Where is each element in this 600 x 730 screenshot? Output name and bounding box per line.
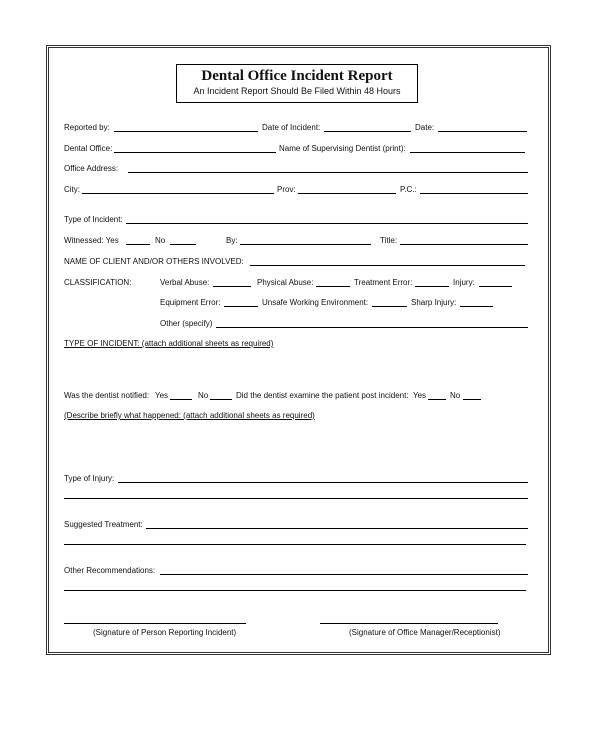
date-of-incident-line[interactable] <box>324 131 411 132</box>
date-line[interactable] <box>438 131 527 132</box>
other-recommendations-line-2[interactable] <box>64 590 526 591</box>
title-label: Title: <box>380 236 398 245</box>
manager-signature-label: (Signature of Office Manager/Receptionist) <box>349 628 501 637</box>
title-box <box>176 64 418 103</box>
city-label: City: <box>64 185 80 194</box>
prov-line[interactable] <box>298 193 396 194</box>
names-involved-line[interactable] <box>250 265 525 266</box>
form-page <box>46 45 551 655</box>
other-recommendations-label: Other Recommendations: <box>64 566 156 575</box>
examined-yes-label: Yes <box>413 391 427 400</box>
notified-no-line[interactable] <box>210 399 232 400</box>
supervising-dentist-line[interactable] <box>410 152 525 153</box>
reported-by-line[interactable] <box>114 131 258 132</box>
names-involved-label: NAME OF CLIENT AND/OR OTHERS INVOLVED: <box>64 257 244 266</box>
examined-no-label: No <box>450 391 461 400</box>
physical-abuse-line[interactable] <box>316 286 350 287</box>
type-of-incident-line[interactable] <box>126 223 528 224</box>
date-label: Date: <box>415 123 435 132</box>
pc-label: P.C.: <box>400 185 417 194</box>
dentist-examined-label: Did the dentist examine the patient post incident: <box>236 391 409 400</box>
other-specify-label: Other (specify) <box>160 319 213 328</box>
injury-label: Injury: <box>453 278 475 287</box>
dental-office-label: Dental Office: <box>64 144 113 153</box>
treatment-error-label: Treatment Error: <box>354 278 413 287</box>
notified-yes-label: Yes <box>155 391 169 400</box>
describe-heading: (Describe briefly what happened: (attach additional sheets as required) <box>64 411 315 420</box>
unsafe-environment-line[interactable] <box>372 306 407 307</box>
notified-no-label: No <box>198 391 209 400</box>
by-label: By: <box>226 236 238 245</box>
type-of-incident-label: Type of Incident: <box>64 215 123 224</box>
type-of-injury-label: Type of Injury: <box>64 474 115 483</box>
equipment-error-label: Equipment Error: <box>160 298 221 307</box>
prov-label: Prov: <box>277 185 296 194</box>
pc-line[interactable] <box>420 193 528 194</box>
date-of-incident-label: Date of Incident: <box>262 123 321 132</box>
supervising-dentist-label: Name of Supervising Dentist (print): <box>279 144 406 153</box>
witnessed-no-line[interactable] <box>170 244 196 245</box>
city-line[interactable] <box>82 193 274 194</box>
office-address-line[interactable] <box>128 172 528 173</box>
treatment-error-line[interactable] <box>415 286 449 287</box>
verbal-abuse-label: Verbal Abuse: <box>160 278 210 287</box>
suggested-treatment-label: Suggested Treatment: <box>64 520 143 529</box>
witnessed-yes-line[interactable] <box>126 244 150 245</box>
physical-abuse-label: Physical Abuse: <box>257 278 314 287</box>
type-of-injury-line-2[interactable] <box>64 498 528 499</box>
office-address-label: Office Address: <box>64 164 119 173</box>
dental-office-line[interactable] <box>114 152 276 153</box>
injury-line[interactable] <box>479 286 512 287</box>
form-title: Dental Office Incident Report <box>201 68 393 84</box>
equipment-error-line[interactable] <box>224 306 258 307</box>
notified-yes-line[interactable] <box>170 399 192 400</box>
reporter-signature-label: (Signature of Person Reporting Incident) <box>93 628 237 637</box>
unsafe-environment-label: Unsafe Working Environment: <box>262 298 369 307</box>
by-line[interactable] <box>240 244 371 245</box>
manager-signature-line[interactable] <box>320 623 498 624</box>
examined-yes-line[interactable] <box>428 399 446 400</box>
reporter-signature-line[interactable] <box>64 623 246 624</box>
classification-label: CLASSIFICATION: <box>64 278 132 287</box>
title-line[interactable] <box>400 244 528 245</box>
witnessed-yes-label: Witnessed: Yes <box>64 236 119 245</box>
witnessed-no-label: No <box>155 236 166 245</box>
sharp-injury-line[interactable] <box>460 306 493 307</box>
sharp-injury-label: Sharp Injury: <box>411 298 457 307</box>
suggested-treatment-line-1[interactable] <box>146 528 528 529</box>
form-subtitle: An Incident Report Should Be Filed Within 48 Hours <box>193 86 401 96</box>
type-of-injury-line-1[interactable] <box>118 482 528 483</box>
other-specify-line[interactable] <box>216 327 528 328</box>
suggested-treatment-line-2[interactable] <box>64 544 526 545</box>
examined-no-line[interactable] <box>463 399 481 400</box>
dentist-notified-label: Was the dentist notified: <box>64 391 150 400</box>
verbal-abuse-line[interactable] <box>213 286 251 287</box>
incident-section-heading: TYPE OF INCIDENT: (attach additional sheets as required) <box>64 339 274 348</box>
other-recommendations-line-1[interactable] <box>160 574 528 575</box>
reported-by-label: Reported by: <box>64 123 110 132</box>
